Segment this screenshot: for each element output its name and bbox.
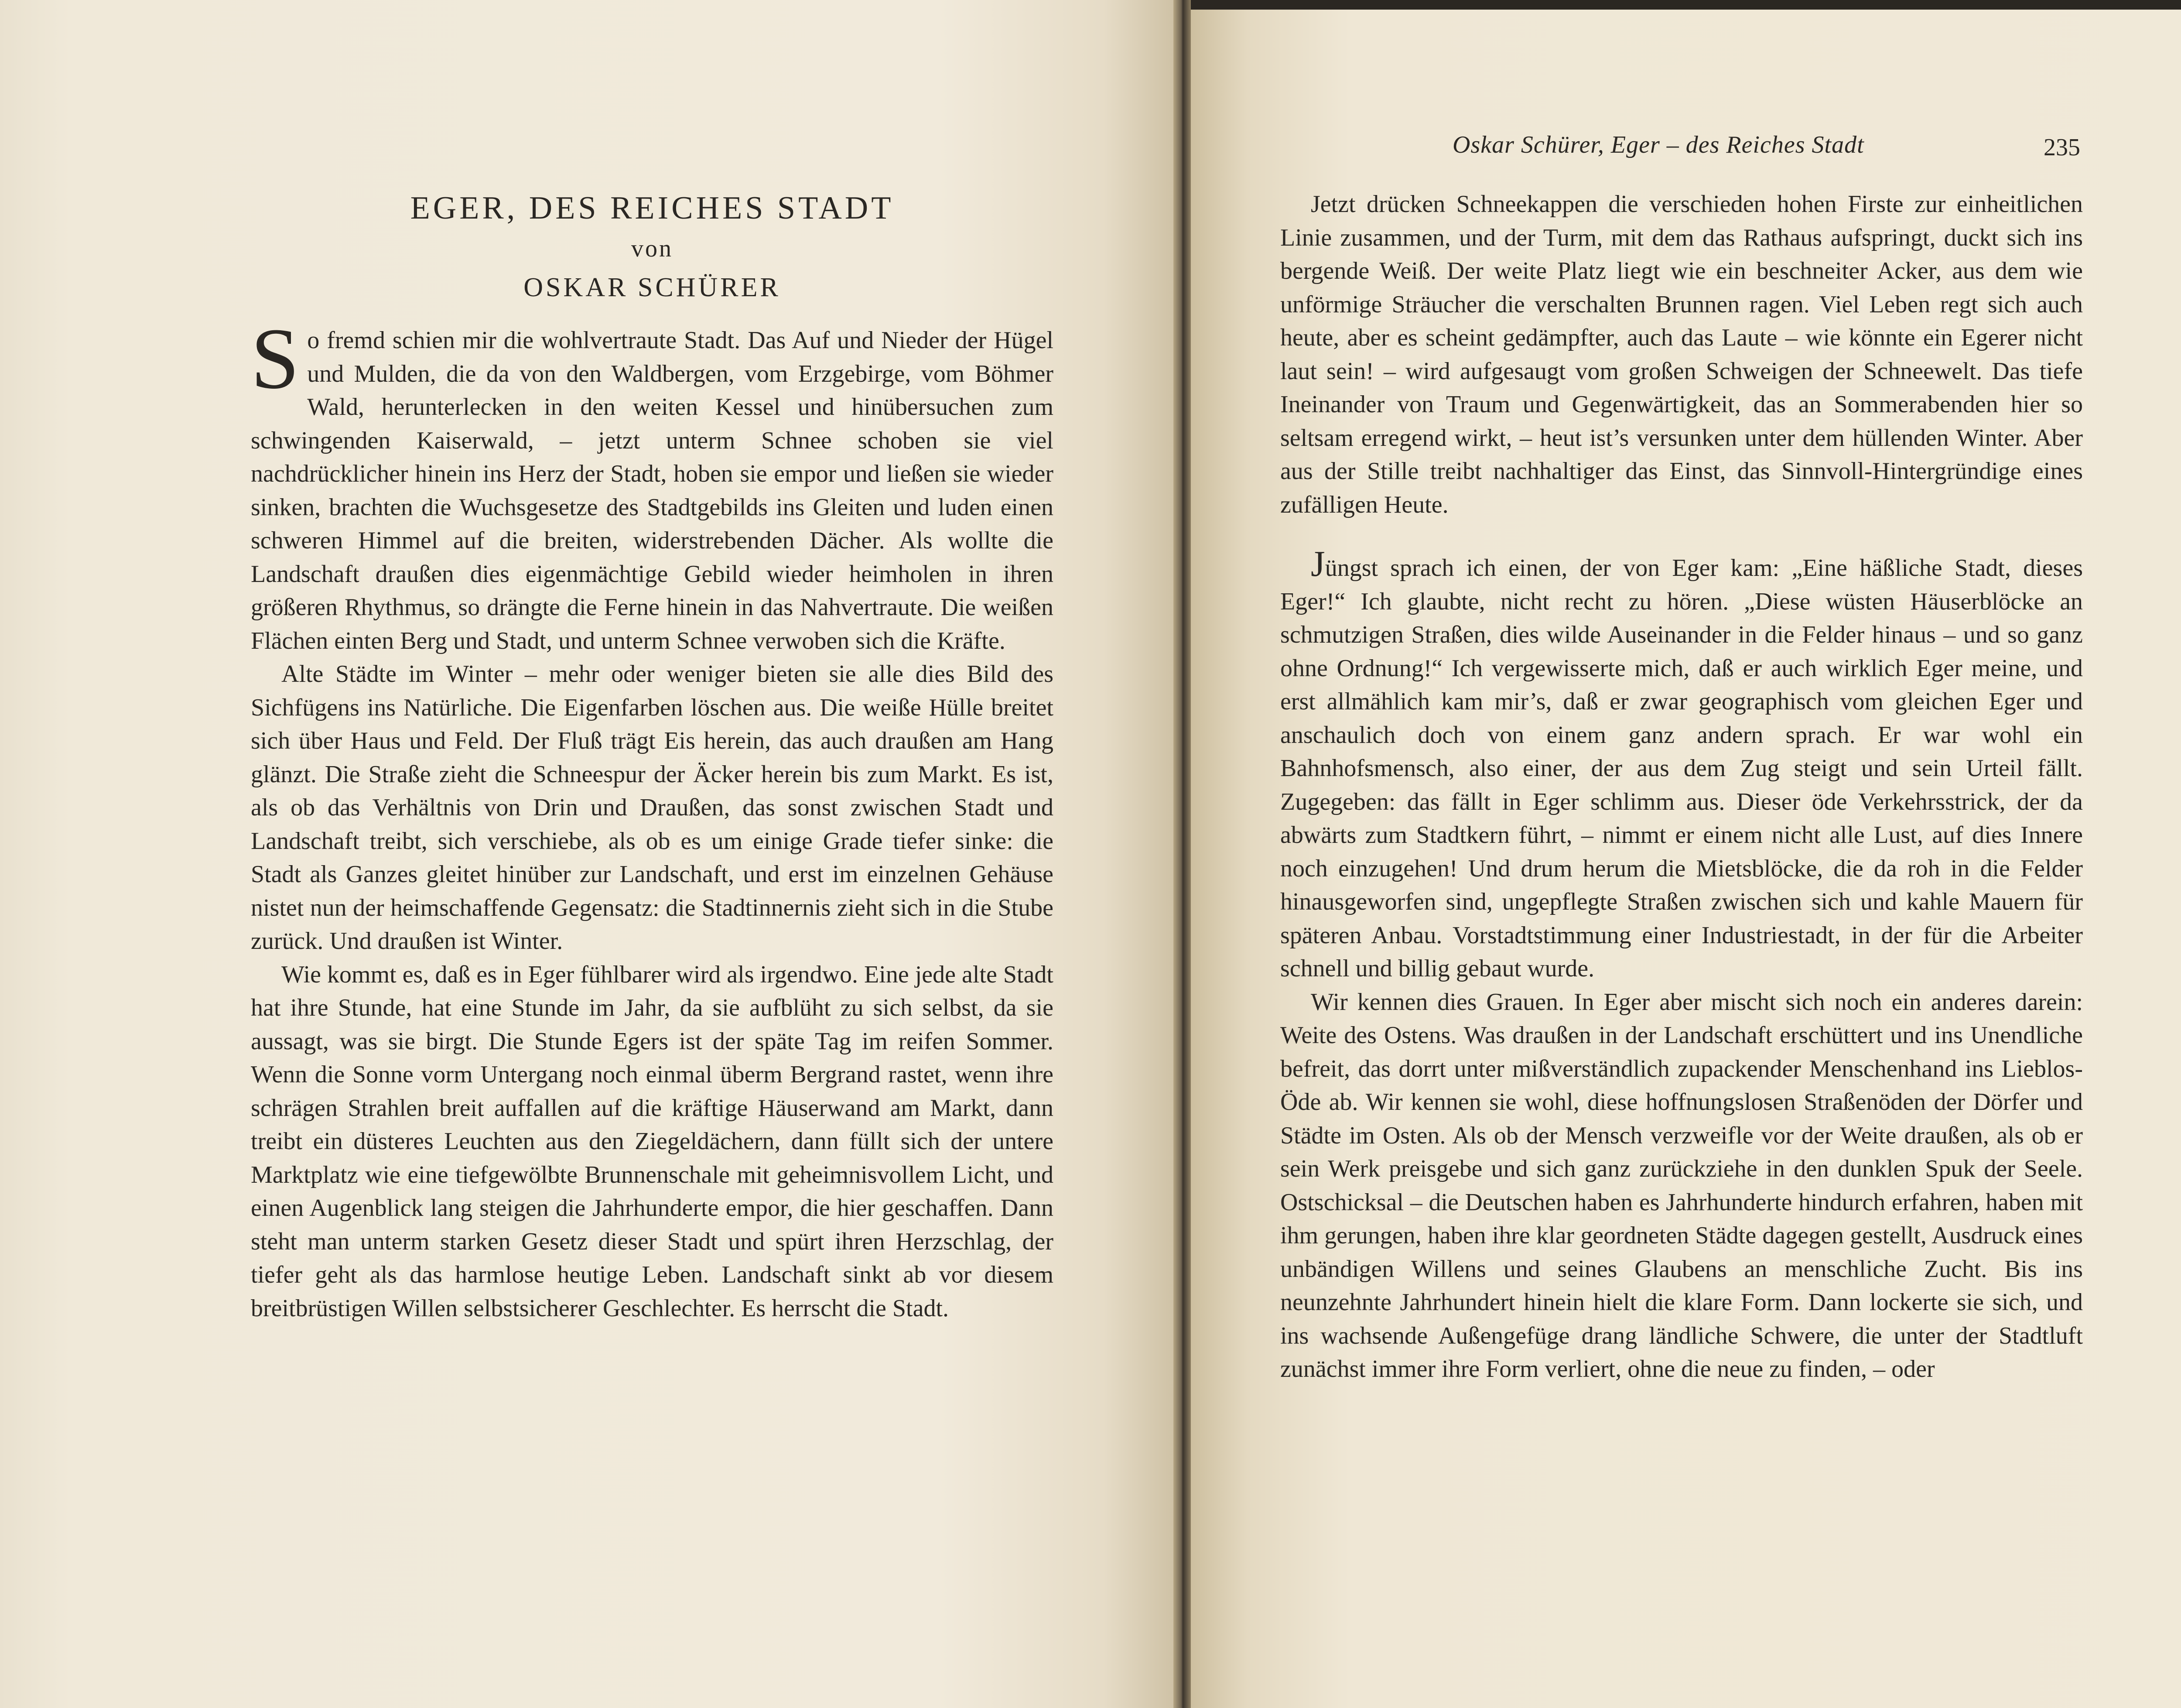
running-head: Oskar Schürer, Eger – des Reiches Stadt: [1453, 131, 1864, 158]
paragraph: Wie kommt es, daß es in Eger fühlbarer wird als irgendwo. Eine jede alte Stadt hat ihre Stunde, hat eine Stunde im Jahr, da sie aufblüht zu sich selbst, da sie aussagt, was sie birgt. Die Stunde Egers ist der späte Tag im reifen Sommer. Wenn die Sonne vorm Untergang noch einmal überm Bergrand rastet, wenn ihre schrägen Strahlen breit auffallen auf die kräftige Häuserwand am Markt, dann treibt ein düsteres Leuchten aus den Ziegeldächern, dann füllt sich der untere Marktplatz wie eine tiefgewölbte Brunnenschale mit geheimnisvollem Licht, und einen Augenblick lang steigen die Jahrhunderte empor, die hier geschaffen. Dann steht man unterm starken Gesetz dieser Stadt und spürt ihren Herzschlag, der tiefer geht als das harmlose heutige Leben. Landschaft sinkt ab vor diesem breitbrüstigen Willen selbstsicherer Geschlechter. Es herrscht die Stadt.: [251, 961, 1053, 1322]
left-body-text: [251, 311, 1053, 1325]
article-title: EGER, DES REICHES STADT: [410, 190, 894, 226]
byline: von: [631, 235, 673, 262]
book-gutter: [1173, 0, 1191, 1708]
author-name: OSKAR SCHÜRER: [523, 273, 781, 302]
paragraph: [251, 311, 1053, 657]
paragraph-text: üngst sprach ich einen, der von Eger kam: „Eine häßliche Stadt, dieses Eger!“ Ich glaubte, nicht recht zu hören. „Diese wüsten Häuserblöcke an schmutzigen Straßen, dies wilde Auseinander in die Felder hinaus – und so ganz ohne Ordnung!“ Ich vergewisserte mich, daß er auch wirklich Eger meine, und erst allmählich kam mir’s, daß er zwar geographisch vom gleichen Eger und anschaulich doch von einem ganz andern sprach. Er war wohl ein Bahnhofsmensch, also einer, der aus dem Zug steigt und sein Urteil fällt. Zugegeben: das fällt in Eger schlimm aus. Dieser öde Verkehrsstrick, der da abwärts zum Stadtkern führt, – nimmt er einem nicht alle Lust, auf dies Innere noch einzugehen! Und drum herum die Mietsblöcke, die da roh in die Felder hinausgeworfen sind, ungepflegte Straßen zwischen sich und kahle Mauern für späteren Anbau. Vorstadtstimmung einer Industriestadt, in der für die Arbeiter schnell und billig gebaut wurde.: [1280, 555, 2083, 982]
paragraph: Wir kennen dies Grauen. In Eger aber mischt sich noch ein anderes darein: Weite des Ostens. Was draußen in der Landschaft erschüttert und ins Unendliche befreit, das dorrt unter mißverständlich zupackender Menschenhand ins Lieblos-Öde ab. Wir kennen sie wohl, diese hoffnungslosen Straßenöden der Dörfer und Städte im Osten. Als ob der Mensch verzweifle vor der Weite draußen, als ob er sein Werk preisgebe und sich ganz zurückziehe in den dunklen Spuk der Seele. Ostschicksal – die Deutschen haben es Jahrhunderte hindurch erfahren, haben mit ihm gerungen, haben ihre klar geordneten Städte dagegen gestellt, Ausdruck eines unbändigen Willens und seines Glaubens an menschliche Zucht. Bis ins neunzehnte Jahrhundert hinein hielt die klare Form. Dann lockerte sie sich, und ins wachsende Außengefüge drang ländliche Schwere, die unter der Stadtluft zunächst immer ihre Form verliert, ohne die neue zu finden, – oder: [1280, 988, 2083, 1383]
right-page-content: [1280, 188, 2083, 1386]
paragraph: Jetzt drücken Schneekappen die verschieden hohen Firste zur einheitlichen Linie zusammen, und der Turm, mit dem das Rathaus aufspringt, duckt sich ins bergende Weiß. Der weite Platz liegt wie ein beschneiter Acker, aus dem wie unförmige Sträucher die verschalten Brunnen ragen. Viel Leben regt sich auch heute, aber es scheint gedämpfter, auch das Laute – wie könnte ein Egerer nicht laut sein! – wird aufgesaugt vom großen Schweigen der Schneewelt. Das tiefe Ineinander von Traum und Gegenwärtigkeit, das an Sommerabenden hier so seltsam erregend wirkt, – heut ist’s versunken unter dem hüllenden Winter. Aber aus der Stille treibt nachhaltiger das Einst, das Sinnvoll-Hintergründige eines zufälligen Heute.: [1280, 191, 2083, 518]
section-initial: J: [1311, 544, 1325, 584]
page-number: 235: [2044, 134, 2080, 161]
paragraph: [1280, 544, 2083, 986]
paragraph-text: o fremd schien mir die wohlvertraute Stadt. Das Auf und Nieder der Hügel und Mulden, die da von den Waldbergen, vom Erzgebirge, vom Böhmer Wald, herunterlecken in den weiten Kessel und hinübersuchen zum schwingenden Kaiserwald, – jetzt unterm Schnee schoben sie viel nachdrücklicher hinein ins Herz der Stadt, hoben sie empor und ließen sie wieder sinken, brachten die Wuchsgesetze des Stadtgebilds ins Gleiten und luden einen schweren Himmel auf die breiten, widerstrebenden Dächer. Als wollte die Landschaft draußen dies eigenmächtige Gebild wieder heimholen in ihren größeren Rhythmus, so drängte die Ferne hinein in das Nahvertraute. Die weißen Flächen einten Berg und Stadt, und unterm Schnee verwoben sich die Kräfte.: [251, 327, 1053, 654]
drop-cap: S: [251, 311, 300, 407]
left-page-content: [251, 192, 1053, 1325]
paragraph: Alte Städte im Winter – mehr oder weniger bieten sie alle dies Bild des Sichfügens ins Natürliche. Die Eigenfarben löschen aus. Die weiße Hülle breitet sich über Haus und Feld. Der Fluß trägt Eis herein, das auch draußen am Hang glänzt. Die Straße zieht die Schneespur der Äcker herein bis zum Markt. Es ist, als ob das Verhältnis von Drin und Draußen, das sonst zwischen Stadt und Landschaft treibt, sich verschiebe, als ob es um einige Grade tiefer sinke: die Stadt als Ganzes gleitet hinüber zur Landschaft, und erst im einzelnen Gehäuse nistet nun der heimschaffende Gegensatz: die Stadtinnernis zieht sich in die Stube zurück. Und draußen ist Winter.: [251, 661, 1053, 955]
